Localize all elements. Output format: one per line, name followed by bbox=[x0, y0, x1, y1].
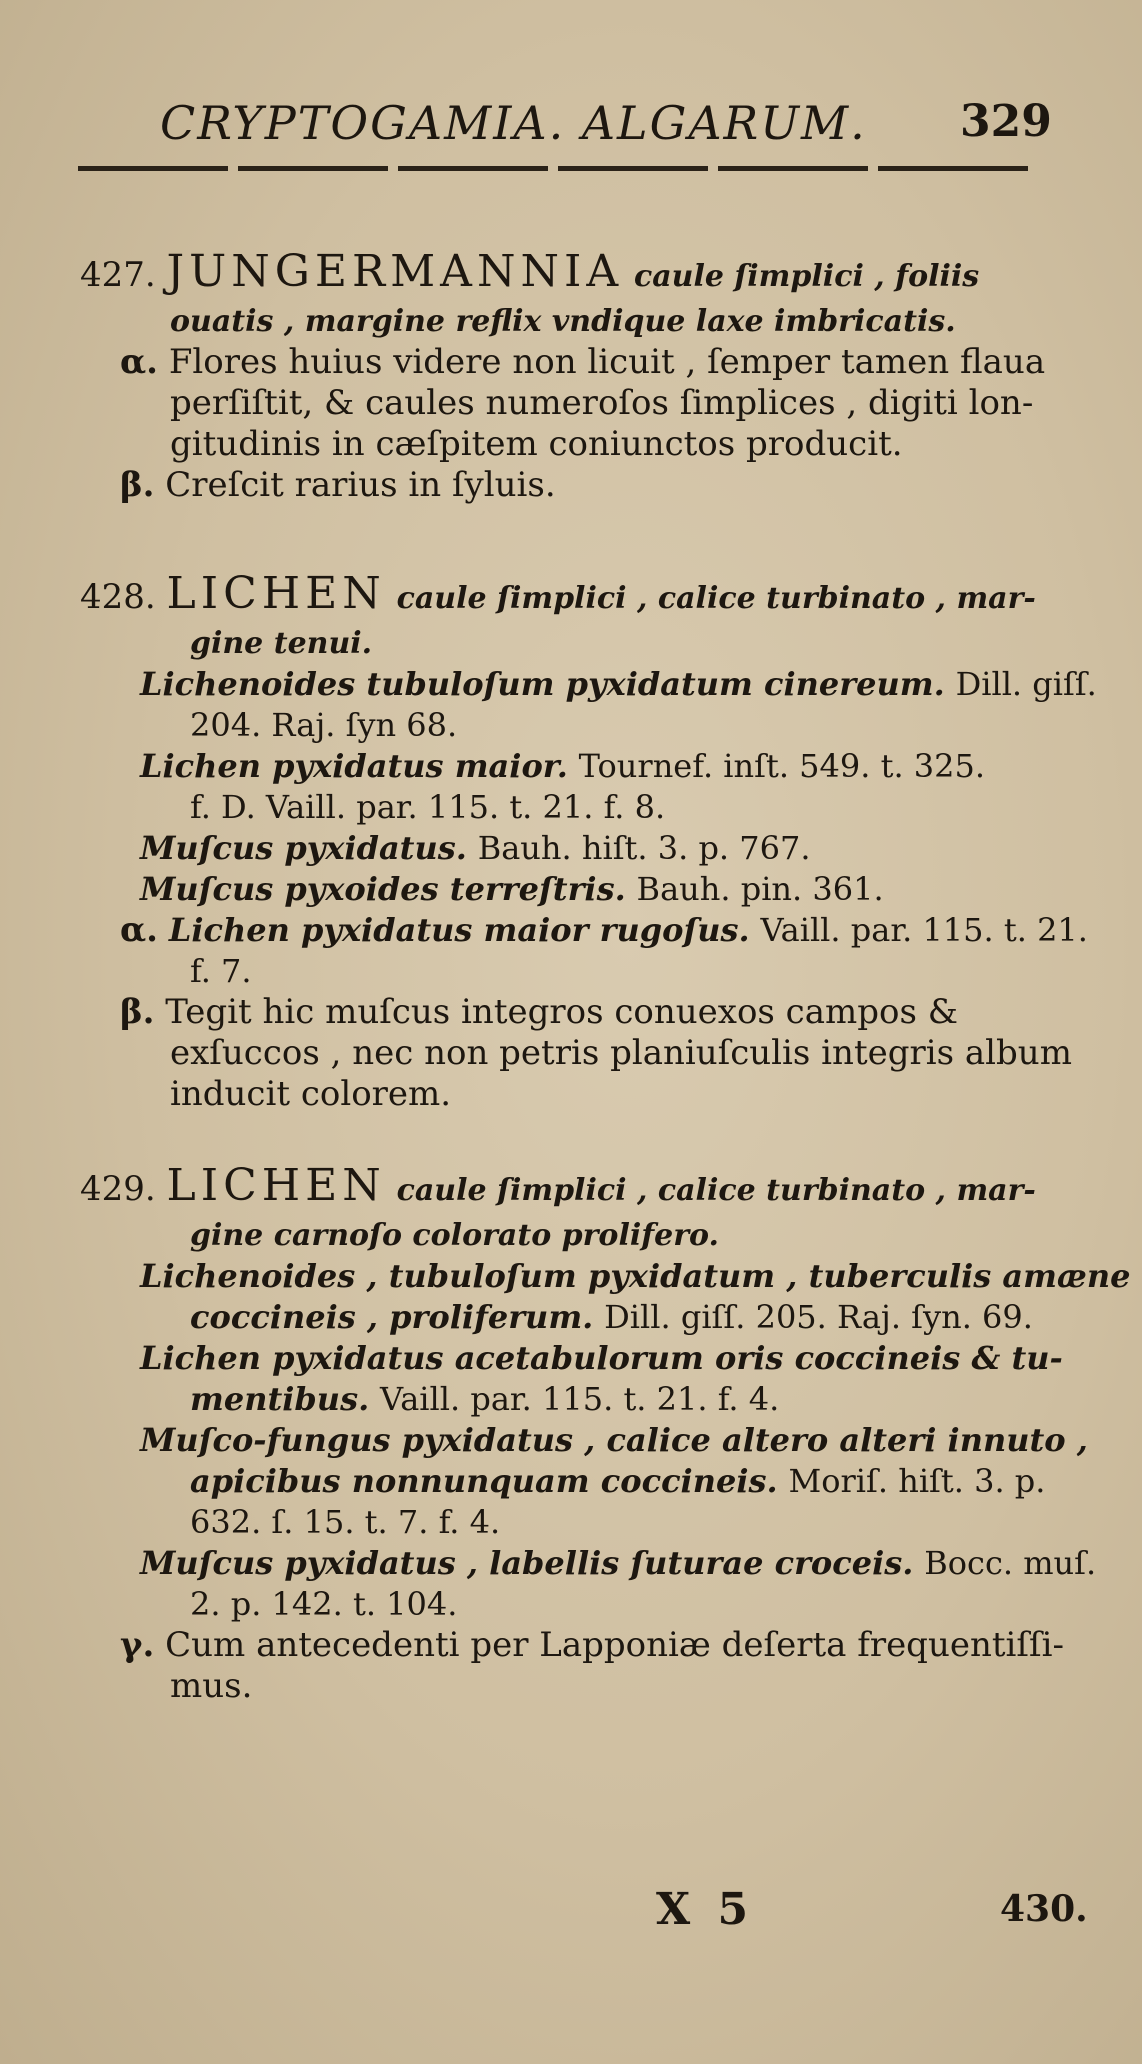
note-mark: β. bbox=[120, 992, 155, 1032]
note-line: perſiſtit, & caules numeroſos ſimplices , digiti lon- bbox=[170, 383, 1034, 423]
synonym-line: apicibus nonnunquam coccineis. Moriſ. hiſt. 3. p. bbox=[190, 1462, 1046, 1500]
header-rule bbox=[78, 166, 1028, 171]
synonym-line: Lichen pyxidatus maior. Tournef. inſt. 549. t. 325. bbox=[140, 747, 986, 785]
synonym-line: coccineis , proliferum. Dill. giſſ. 205. Raj. ſyn. 69. bbox=[190, 1298, 1033, 1336]
note-mark: γ. bbox=[120, 1625, 155, 1665]
note-line: β. Creſcit rarius in ſyluis. bbox=[120, 465, 556, 505]
entry-number: 428. bbox=[80, 577, 156, 617]
note-line: gitudinis in cæſpitem coniunctos producit. bbox=[170, 424, 903, 464]
running-head bbox=[160, 96, 1060, 156]
variety-line: α. Lichen pyxidatus maior rugoſus. Vaill. par. 115. t. 21. bbox=[120, 910, 1088, 950]
note-line: exſuccos , nec non petris planiuſculis integris album bbox=[170, 1033, 1072, 1073]
note-line: inducit colorem. bbox=[170, 1074, 452, 1114]
synonym-line: Lichenoides , tubuloſum pyxidatum , tuberculis amæne bbox=[140, 1257, 1131, 1295]
diagnosis-text: caule ſimplici , calice turbinato , mar- bbox=[396, 1173, 1036, 1208]
diagnosis-continuation: gine tenui. bbox=[190, 626, 373, 661]
synonym-line: Muſcus pyxidatus , labellis ſuturae croceis. Bocc. muſ. bbox=[140, 1544, 1097, 1582]
synonym-reference: 204. Raj. ſyn 68. bbox=[190, 706, 458, 744]
variety-mark: α. bbox=[120, 910, 159, 950]
note-line: β. Tegit hic muſcus integros conuexos campos & bbox=[120, 992, 958, 1032]
genus-name: LICHEN bbox=[166, 1160, 386, 1211]
note-line: γ. Cum antecedenti per Lapponiæ deſerta frequentiſſi- bbox=[120, 1625, 1064, 1665]
entry-heading bbox=[80, 1162, 1070, 1215]
synonym-line: Lichenoides tubuloſum pyxidatum cinereum. Dill. giſſ. bbox=[140, 665, 1097, 703]
synonym-line: Muſco-fungus pyxidatus , calice altero alteri innuto , bbox=[140, 1421, 1088, 1459]
diagnosis-text: caule ſimplici , calice turbinato , mar- bbox=[396, 581, 1036, 616]
synonym-line: Muſcus pyxoides terreſtris. Bauh. pin. 361. bbox=[140, 870, 884, 908]
catchword: 430. bbox=[1000, 1888, 1088, 1930]
diagnosis-continuation: ouatis , margine reflix vndique laxe imbricatis. bbox=[170, 304, 956, 339]
running-head-title: CRYPTOGAMIA. ALGARUM. bbox=[160, 96, 867, 150]
entry-428 bbox=[80, 568, 1097, 1115]
entry-heading bbox=[80, 248, 1070, 301]
diagnosis-text: caule ſimplici , foliis bbox=[633, 259, 980, 294]
note-line: α. Flores huius videre non licuit , ſemper tamen flaua bbox=[120, 342, 1046, 382]
page-number: 329 bbox=[960, 96, 1052, 147]
variety-reference: f. 7. bbox=[190, 952, 252, 990]
entry-429 bbox=[80, 1160, 1131, 1707]
synonym-line: Muſcus pyxidatus. Bauh. hiſt. 3. p. 767. bbox=[140, 829, 811, 867]
synonym-reference: 2. p. 142. t. 104. bbox=[190, 1585, 458, 1623]
note-mark: α. bbox=[120, 342, 159, 382]
entry-number: 429. bbox=[80, 1169, 156, 1209]
note-line: mus. bbox=[170, 1666, 253, 1706]
genus-name: JUNGERMANNIA bbox=[166, 246, 624, 297]
note-mark: β. bbox=[120, 465, 155, 505]
entry-heading bbox=[80, 570, 1070, 623]
synonym-reference: 632. ſ. 15. t. 7. f. 4. bbox=[190, 1503, 501, 1541]
entry-427 bbox=[80, 248, 1070, 506]
signature-mark: X 5 bbox=[656, 1884, 755, 1935]
synonym-line: mentibus. Vaill. par. 115. t. 21. f. 4. bbox=[190, 1380, 780, 1418]
synonym-reference: f. D. Vaill. par. 115. t. 21. f. 8. bbox=[190, 788, 666, 826]
diagnosis-continuation: gine carnoſo colorato prolifero. bbox=[190, 1218, 719, 1253]
entry-number: 427. bbox=[80, 255, 156, 295]
genus-name: LICHEN bbox=[166, 568, 386, 619]
synonym-line: Lichen pyxidatus acetabulorum oris coccineis & tu- bbox=[140, 1339, 1063, 1377]
